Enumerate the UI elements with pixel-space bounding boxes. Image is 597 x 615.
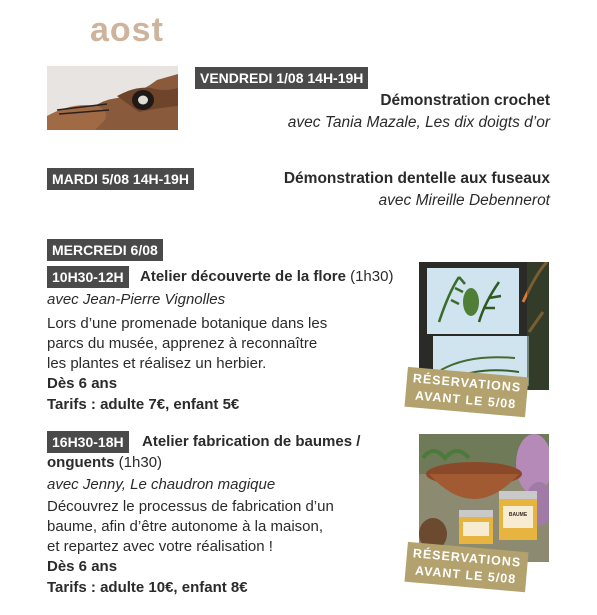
badge-line-2: AVANT LE 5/08 <box>414 388 517 412</box>
time-tag-flore: 10H30-12H <box>47 266 129 288</box>
event-title-dentelle: Démonstration dentelle aux fuseaux <box>283 170 550 187</box>
event-age-flore: Dès 6 ans <box>47 375 118 392</box>
month-heading: aost <box>90 11 164 49</box>
event-prices-flore: Tarifs : adulte 7€, enfant 5€ <box>47 396 240 413</box>
event-desc-baumes-3: et repartez avec votre réalisation ! <box>47 538 273 555</box>
date-tag-vendredi: VENDREDI 1/08 14H-19H <box>195 67 368 89</box>
balm-jars-photo <box>419 434 549 562</box>
event-prices-baumes: Tarifs : adulte 10€, enfant 8€ <box>47 579 248 596</box>
event-host-jean-pierre: avec Jean-Pierre Vignolles <box>47 291 226 308</box>
event-title-baumes-line2 <box>47 454 162 471</box>
event-duration-flore: (1h30) <box>350 268 394 285</box>
event-desc-baumes-1: Découvrez le processus de fabrication d’un <box>47 498 334 515</box>
event-title-flore-line <box>140 268 393 285</box>
event-desc-flore-1: Lors d’une promenade botanique dans les <box>47 315 328 332</box>
crochet-hands-photo <box>47 66 178 130</box>
badge-line-2: AVANT LE 5/08 <box>414 563 517 587</box>
event-title-baumes-2: onguents <box>47 454 115 471</box>
badge-line-1: RÉSERVATIONS <box>412 371 522 395</box>
badge-line-1: RÉSERVATIONS <box>412 546 522 570</box>
jar-label: BAUME <box>508 512 528 518</box>
event-desc-flore-2: parcs du musée, apprenez à reconnaître <box>47 335 318 352</box>
time-tag-baumes: 16H30-18H <box>47 431 129 453</box>
event-duration-baumes: (1h30) <box>118 454 163 471</box>
event-desc-flore-3: les plantes et réalisez un herbier. <box>47 355 267 372</box>
event-host-mireille: avec Mireille Debennerot <box>378 192 550 209</box>
event-desc-baumes-2: baume, afin d’être autonome à la maison, <box>47 518 323 535</box>
event-title-baumes-1: Atelier fabrication de baumes / <box>142 433 361 450</box>
event-host-jenny: avec Jenny, Le chaudron magique <box>47 476 276 493</box>
event-age-baumes: Dès 6 ans <box>47 558 118 575</box>
day-tag-mercredi: MERCREDI 6/08 <box>47 239 163 261</box>
event-title-crochet: Démonstration crochet <box>380 92 550 109</box>
event-title-flore: Atelier découverte de la flore <box>140 268 346 285</box>
date-tag-mardi: MARDI 5/08 14H-19H <box>47 168 194 190</box>
event-host-tania: avec Tania Mazale, Les dix doigts d’or <box>287 114 550 131</box>
